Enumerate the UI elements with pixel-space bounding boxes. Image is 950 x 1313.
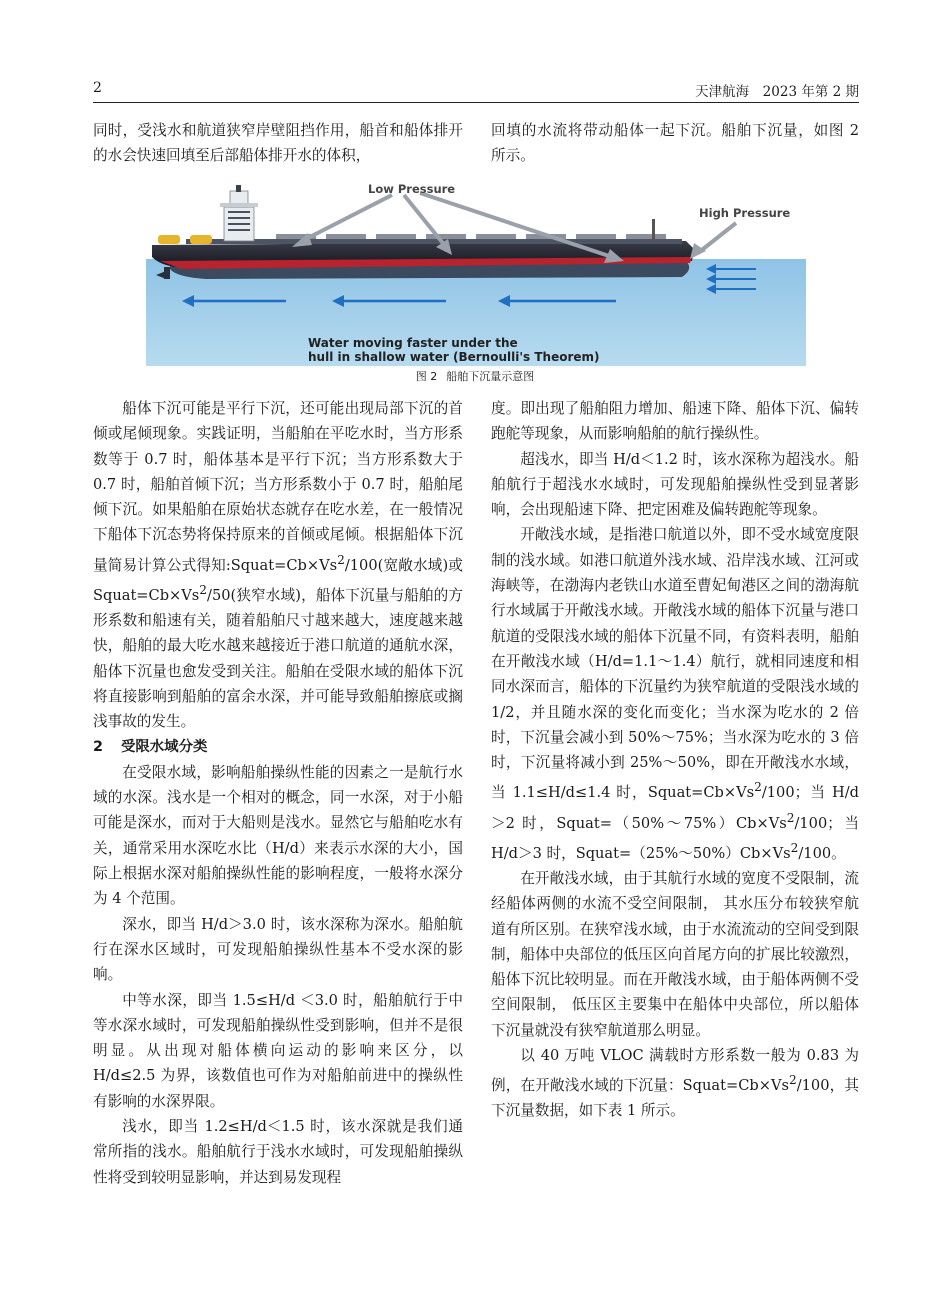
left-column (93, 396, 463, 1190)
paragraph: 度。即出现了船舶阻力增加、船速下降、船体下沉、偏转跑舵等现象，从而影响船舶的航行操纵性。 (491, 400, 859, 443)
top-left-text (93, 118, 463, 169)
section-number: 2 (93, 738, 104, 755)
paragraph: 回填的水流将带动船体一起下沉。船舶下沉量，如图 2 所示。 (491, 122, 859, 165)
paragraph: 超浅水，即当 H/d＜1.2 时，该水深称为超浅水。船舶航行于超浅水水域时，可发现船舶操纵性受到显著影响，会出现船速下降、把定困难及偏转跑舵等现象。 (491, 450, 859, 519)
paragraph: 在受限水域，影响船舶操纵性能的因素之一是航行水域的水深。浅水是一个相对的概念，同一水深，对于小船可能是深水，而对于大船则是浅水。显然它与船舶吃水有关，通常采用水深吃水比（H/d）来表示水深的大小，国际上根据水深对船舶操纵性能的影响程度，一般将水深分为 4 个范围。 (93, 763, 463, 908)
section-title: 受限水域分类 (121, 738, 208, 755)
paragraph: 中等水深，即当 1.5≤H/d ＜3.0 时，船舶航行于中等水深水域时，可发现船舶操纵性受到影响，但并不是很明显。从出现对船体横向运动的影响来区分，以 H/d≤2.5 为界，该数值也可作为对船舶前进中的操纵性有影响的水深界限。 (93, 991, 463, 1110)
superscript: 2 (790, 840, 799, 855)
figure-annotation-line2: hull in shallow water (Bernoulli's Theorem) (308, 350, 600, 364)
paragraph: 深水，即当 H/d＞3.0 时，该水深称为深水。船舶航行在深水区域时，可发现船舶操纵性基本不受水深的影响。 (93, 915, 463, 984)
bow-wave-arrows (706, 264, 756, 294)
paragraph: 浅水，即当 1.2≤H/d＜1.5 时，该水深就是我们通常所指的浅水。船舶航行于浅水水域时，可发现船舶操纵性将受到较明显影响，并达到易发现程 (93, 1118, 463, 1186)
label-low-pressure: Low Pressure (368, 183, 456, 196)
paragraph: 同时，受浅水和航道狭窄岸壁阻挡作用，船首和船体排开的水会快速回填至后部船体排开水的体积， (93, 122, 463, 165)
superscript: 2 (788, 1073, 797, 1088)
paragraph: 以 40 万吨 VLOC 满载时方形系数一般为 0.83 为例，在开敞浅水域的下沉量：$Squat=Cb\times Vs^2/100$，其下沉量数据，如下表 1 所示。 (491, 1047, 859, 1120)
figure-annotation-line1: Water moving faster under the (308, 336, 518, 350)
right-column (491, 396, 859, 1124)
figure-number: 图 2 (415, 370, 438, 383)
paragraph: 在开敞浅水域，由于其航行水域的宽度不受限制，流经船体两侧的水流不受空间限制， 其水压分布较狭窄航道有所区别。在狭窄浅水域，由于水流流动的空间受到限制，船体中央部位的低压区向首尾方向的扩展比较激烈，船体下沉比较明显。而在开敞浅水域，由于船体两侧不受空间限制， 低压区主要集中在船体中央部位，所以船体下沉量就没有狭窄航道那么明显。 (491, 869, 859, 1039)
paragraph: 船体下沉可能是平行下沉，还可能出现局部下沉的首倾或尾倾现象。实践证明，当船舶在平吃水时，当方形系数等于 0.7 时，船体基本是平行下沉；当方形系数大于 0.7 时，船舶首倾下沉；当方形系数小于 0.7 时，船舶尾倾下沉。如果船舶在原始状态就存在吃水差，在一般情况下船体下沉态势将保持原来的首倾或尾倾。根据船体下沉量简易计算公式得知$:Squat=Cb\times Vs^2/100$(宽敞水域)或 $Squat=Cb\times Vs^2/50$(狭窄水域)，船体下沉量与船舶的方形系数和船速有关，随着船舶尺寸越来越大，速度越来越快，船舶的最大吃水越来越接近于港口航道的通航水深，船体下沉量也愈发受到关注。船舶在受限水域的船体下沉将直接影响到船舶的富余水深，并可能导致船舶擦底或搁浅事故的发生。 (93, 400, 463, 731)
section-heading (93, 735, 463, 760)
page-header (93, 80, 859, 103)
superscript: 2 (786, 810, 795, 825)
superscript: 2 (199, 582, 208, 597)
page-number: 2 (93, 80, 102, 96)
figure-caption (0, 368, 950, 384)
superscript: 2 (337, 552, 345, 567)
deck (186, 239, 682, 244)
paragraph: 开敞浅水域，是指港口航道以外，即不受水域宽度限制的浅水域。如港口航道外浅水域、沿岸浅水域、江河或海峡等，在渤海内老铁山水道至曹妃甸港区之间的渤海航行水域属于开敞浅水域。开敞浅水域的船体下沉量与港口航道的受限浅水域的船体下沉量不同，有资料表明，船舶在开敞浅水域（H/d=1.1～1.4）航行，就相同速度和相同水深而言，船体的下沉量约为狭窄航道的受限浅水域的 1/2，并且随水深的变化而变化；当水深为吃水的 2 倍时，下沉量会减小到 50%～75%；当水深为吃水的 3 倍时，下沉量将减小到 25%～50%，即在开敞浅水水域，当 1.1≤H/d≤1.4 时，$Squat=Cb\times Vs^2/100$；当 H/d＞2 时，$Squat=(50\%\sim 75\%)Cb\times Vs^2/100$；当 H/d＞3 时，$Squat=(25\%\sim 50\%)Cb\times Vs^2/100$。 (491, 526, 859, 862)
figure-title: 船舶下沉量示意图 (446, 370, 535, 383)
journal-issue: 天津航海 2023 年第 2 期 (695, 84, 859, 100)
bow-mast (652, 219, 655, 241)
superscript: 2 (754, 780, 762, 795)
top-right-text (491, 118, 859, 169)
squat-figure (146, 183, 806, 366)
label-high-pressure: High Pressure (699, 206, 791, 220)
